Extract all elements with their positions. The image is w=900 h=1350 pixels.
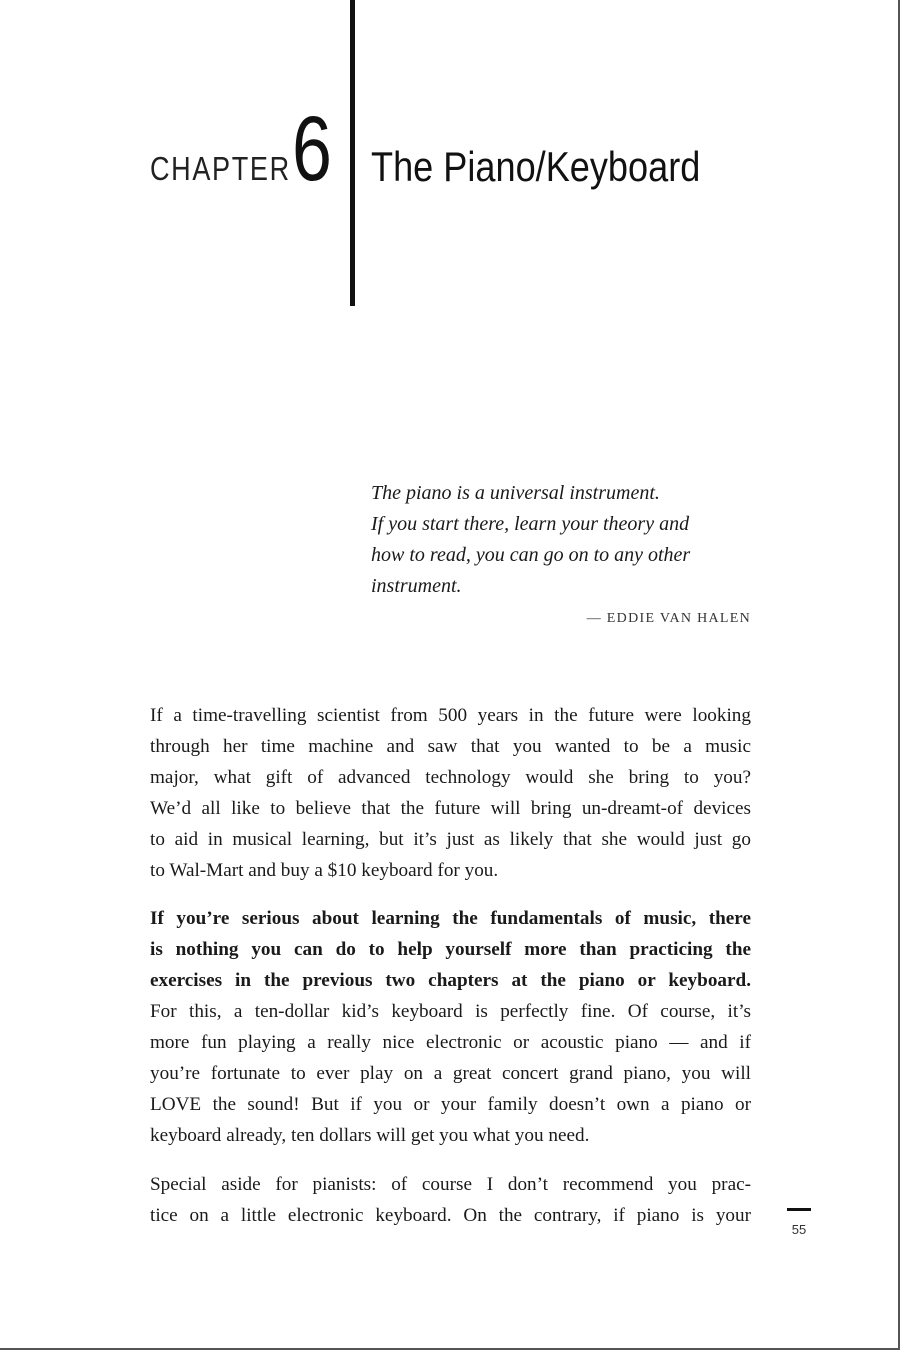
epigraph-line: instrument. xyxy=(371,575,462,597)
text-line: LOVE the sound! But if you or your family doesn’t own a piano or xyxy=(150,1094,751,1115)
text-line: you’re fortunate to ever play on a great concert grand piano, you will xyxy=(150,1063,751,1084)
paragraph-3 xyxy=(150,1169,751,1231)
paragraph-2 xyxy=(150,903,751,1151)
bold-text-line: is nothing you can do to help yourself more than practicing the xyxy=(150,939,751,960)
text-line: through her time machine and saw that you wanted to be a music xyxy=(150,736,751,757)
epigraph-line: If you start there, learn your theory and xyxy=(371,513,690,535)
chapter-title: The Piano/Keyboard xyxy=(371,143,701,190)
text-line: major, what gift of advanced technology would she bring to you? xyxy=(150,767,751,788)
epigraph-quote xyxy=(371,478,751,602)
epigraph-attribution: — EDDIE VAN HALEN xyxy=(586,611,751,626)
folio-rule xyxy=(787,1208,811,1211)
epigraph-line: how to read, you can go on to any other xyxy=(371,544,691,566)
paragraph-1 xyxy=(150,700,751,886)
text-line: to Wal-Mart and buy a $10 keyboard for you. xyxy=(150,860,499,881)
bold-text-line: exercises in the previous two chapters at the piano or keyboard. xyxy=(150,970,751,991)
text-line: If a time-travelling scientist from 500 years in the future were looking xyxy=(150,705,751,726)
text-line: more fun playing a really nice electronic or acoustic piano — and if xyxy=(150,1032,751,1053)
bold-text-line: If you’re serious about learning the fundamentals of music, there xyxy=(150,908,751,929)
text-line: tice on a little electronic keyboard. On the contrary, if piano is your xyxy=(150,1205,751,1226)
chapter-number: 6 xyxy=(292,98,332,200)
text-line: keyboard already, ten dollars will get you what you need. xyxy=(150,1125,590,1146)
text-line: to aid in musical learning, but it’s just as likely that she would just go xyxy=(150,829,751,850)
chapter-divider-rule xyxy=(350,0,355,306)
page-number: 55 xyxy=(791,1222,807,1237)
text-line: Special aside for pianists: of course I don’t recommend you prac- xyxy=(150,1174,751,1195)
chapter-label: CHAPTER xyxy=(150,150,291,187)
epigraph-line: The piano is a universal instrument. xyxy=(371,482,660,504)
text-line: We’d all like to believe that the future will bring un-dreamt-of devices xyxy=(150,798,751,819)
text-line: For this, a ten-dollar kid’s keyboard is perfectly fine. Of course, it’s xyxy=(150,1001,751,1022)
